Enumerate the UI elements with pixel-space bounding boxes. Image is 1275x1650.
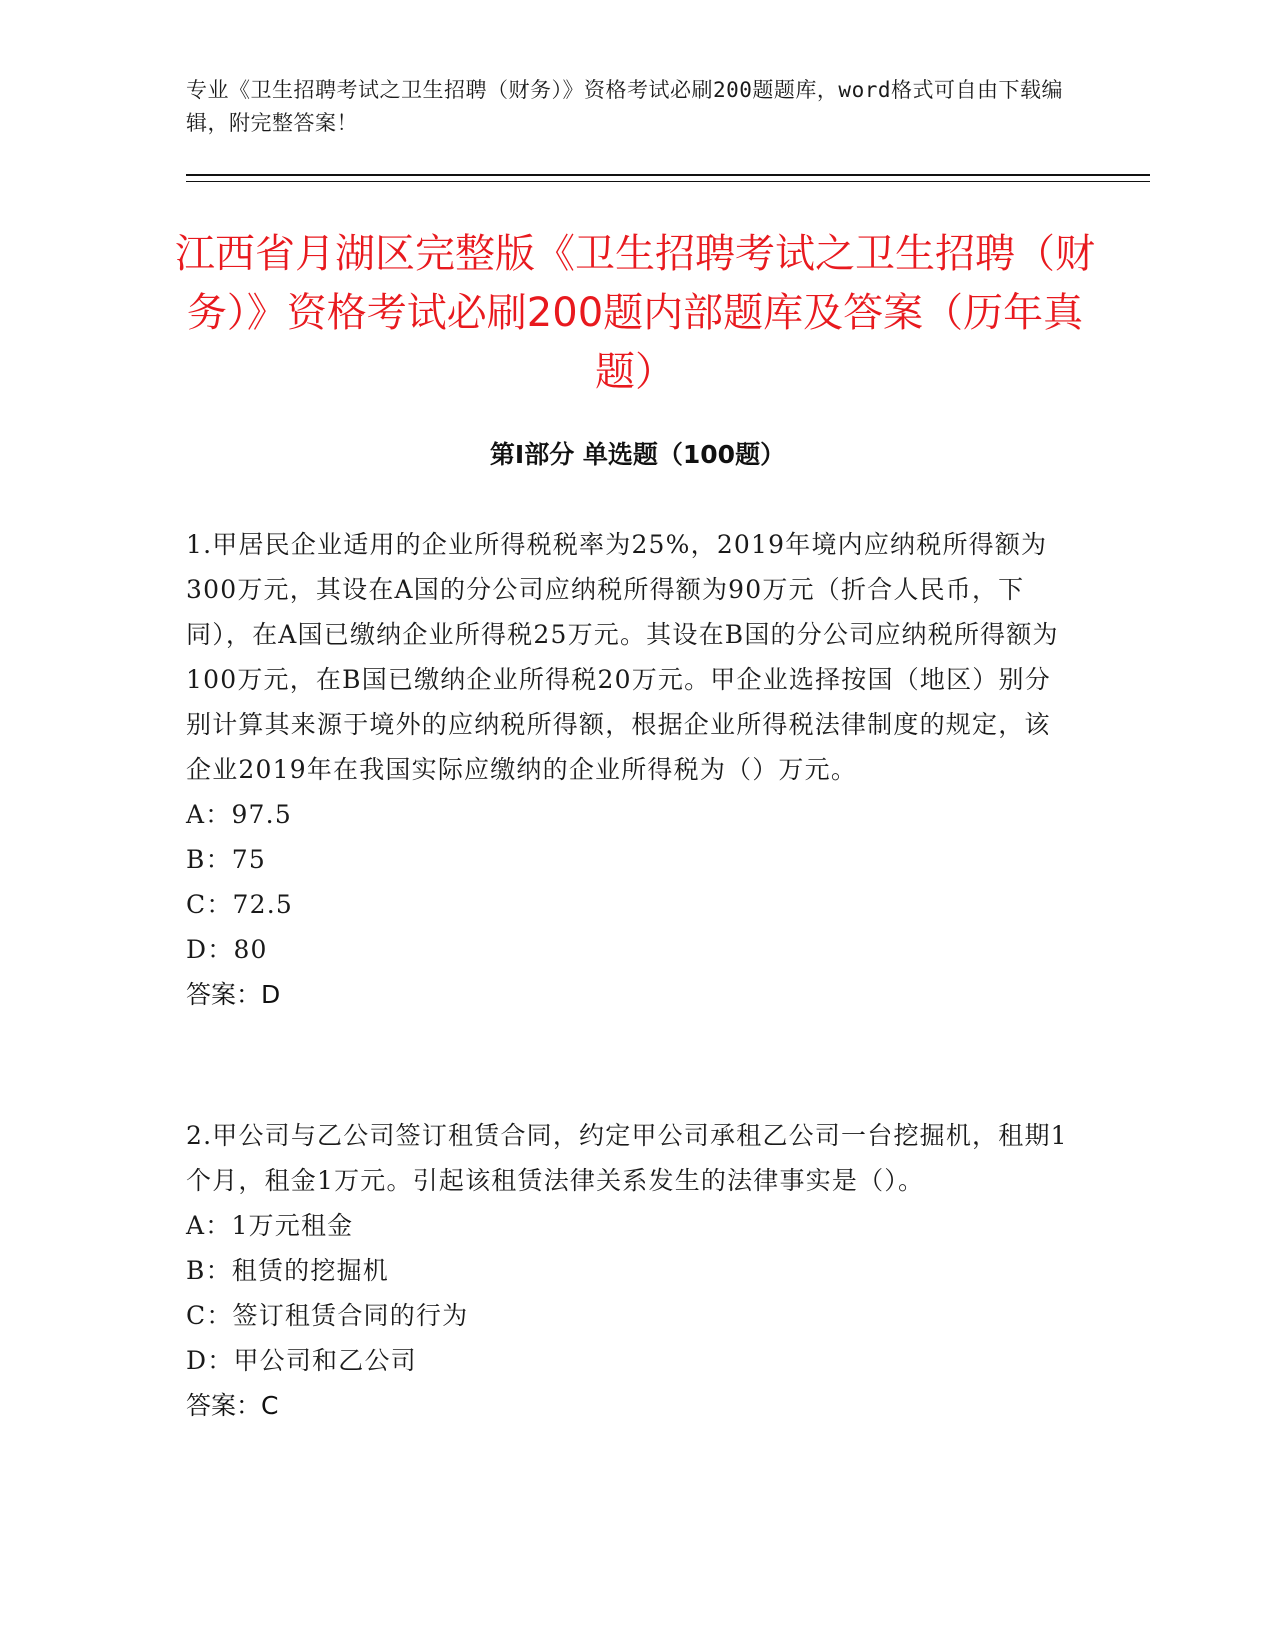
option-b: B：75 bbox=[186, 845, 266, 874]
option-c: C：签订租赁合同的行为 bbox=[186, 1301, 469, 1330]
option-c: C：72.5 bbox=[186, 890, 293, 919]
option-d: D：80 bbox=[186, 935, 268, 964]
section-heading: 第Ⅰ部分 单选题（100题） bbox=[489, 440, 786, 469]
question-stem: 1.甲居民企业适用的企业所得税税率为25%，2019年境内应纳税所得额为300万元，其设在A国的分公司应纳税所得额为90万元（折合人民币，下同），在A国已缴纳企业所得税25万元。其设在B国的分公司应纳税所得额为100万元，在B国已缴纳企业所得税20万元。甲企业选择按国（地区）别分别计算其来源于境外的应纳税所得额，根据企业所得税法律制度的规定，该企业2019年在我国实际应缴纳的企业所得税为（）万元。 bbox=[186, 530, 1059, 784]
question-stem: 2.甲公司与乙公司签订租赁合同，约定甲公司承租乙公司一台挖掘机，租期1个月，租金1万元。引起该租赁法律关系发生的法律事实是（）。 bbox=[186, 1121, 1068, 1195]
header-divider-thin bbox=[186, 181, 1150, 182]
option-a: A：1万元租金 bbox=[186, 1211, 354, 1240]
header-note: 专业《卫生招聘考试之卫生招聘（财务）》资格考试必刷200题题库，word格式可自由下载编辑，附完整答案！ bbox=[186, 78, 1063, 135]
answer-line: 答案：C bbox=[186, 1391, 279, 1420]
question-1 bbox=[186, 522, 1076, 1017]
header-divider-thick bbox=[186, 174, 1150, 176]
answer-line: 答案：D bbox=[186, 980, 281, 1009]
option-a: A：97.5 bbox=[186, 800, 292, 829]
question-2 bbox=[186, 1113, 1076, 1428]
option-b: B：租赁的挖掘机 bbox=[186, 1256, 389, 1285]
option-d: D：甲公司和乙公司 bbox=[186, 1346, 417, 1375]
document-title: 江西省月湖区完整版《卫生招聘考试之卫生招聘（财务）》资格考试必刷200题内部题库及答案（历年真题） bbox=[175, 231, 1095, 395]
